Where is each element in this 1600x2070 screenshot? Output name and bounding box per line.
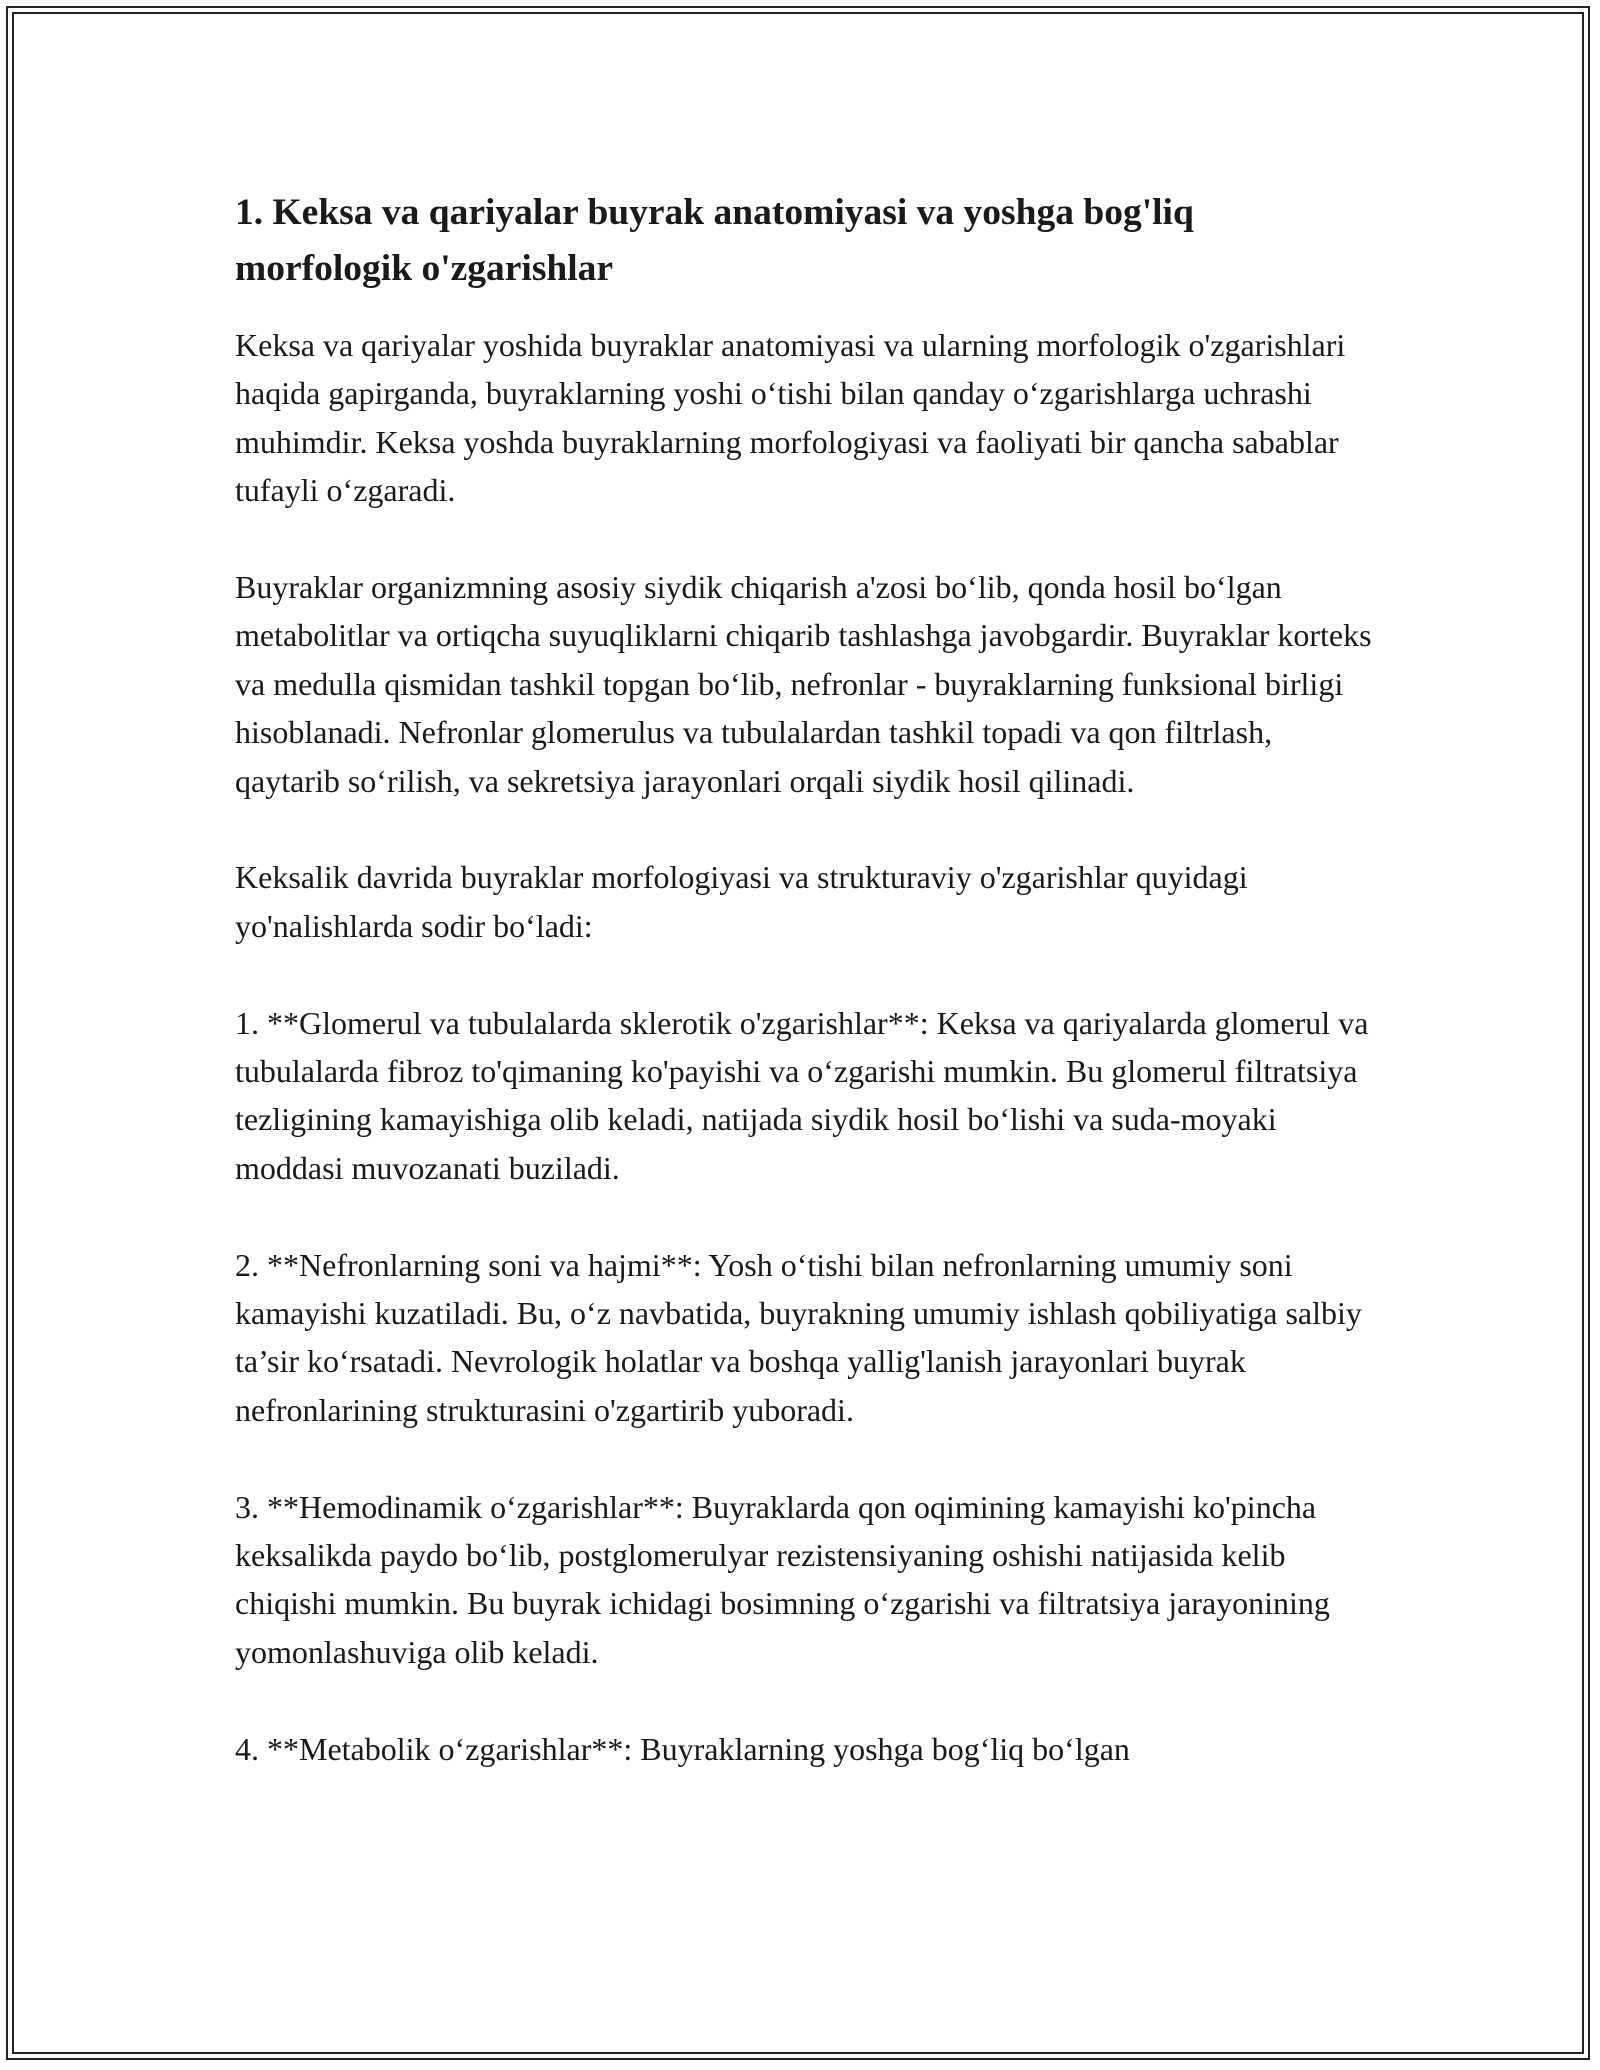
paragraph-intro: Keksa va qariyalar yoshida buyraklar anatomiyasi va ularning morfologik o'zgarishlari haqida gapirganda, buyraklarning yoshi o‘tishi bilan qanday o‘zgarishlarga uchrashi muhimdir. Keksa yoshda buyraklarning morfologiyasi va faoliyati bir qancha sabablar tufayli o‘zgaradi. — [235, 327, 1346, 509]
paragraph-changes-intro: Keksalik davrida buyraklar morfologiyasi va strukturaviy o'zgarishlar quyidagi yo'nalishlarda sodir bo‘ladi: — [235, 859, 1248, 944]
list-item-nephron-count: 2. **Nefronlarning soni va hajmi**: Yosh o‘tishi bilan nefronlarning umumiy soni kamayishi kuzatiladi. Bu, o‘z navbatida, buyrakning umumiy ishlash qobiliyatiga salbiy ta’sir ko‘rsatadi. Nevrologik holatlar va boshqa yallig'lanish jarayonlari buyrak nefronlarining strukturasini o'zgartirib yuboradi. — [235, 1246, 1362, 1428]
list-item-metabolic: 4. **Metabolik o‘zgarishlar**: Buyraklarning yoshga bog‘liq bo‘lgan — [235, 1730, 1130, 1767]
section-heading: 1. Keksa va qariyalar buyrak anatomiyasi va yoshga bog'liq morfologik o'zgarishlar — [235, 192, 1194, 289]
list-item-glomerular-sclerosis: 1. **Glomerul va tubulalarda sklerotik o'zgarishlar**: Keksa va qariyalarda glomerul va tubulalarda fibroz to'qimaning ko'payishi va o‘zgarishi mumkin. Bu glomerul filtratsiya tezligining kamayishiga olib keladi, natijada siydik hosil bo‘lishi va suda-moyaki moddasi muvozanati buziladi. — [235, 1004, 1369, 1186]
list-item-hemodynamic: 3. **Hemodinamik o‘zgarishlar**: Buyraklarda qon oqimining kamayishi ko'pincha keksalikda paydo bo‘lib, postglomerulyar rezistensiyaning oshishi natijasida kelib chiqishi mumkin. Bu buyrak ichidagi bosimning o‘zgarishi va filtratsiya jarayonining yomonlashuviga olib keladi. — [235, 1488, 1330, 1670]
paragraph-kidney-function: Buyraklar organizmning asosiy siydik chiqarish a'zosi bo‘lib, qonda hosil bo‘lgan metabolitlar va ortiqcha suyuqliklarni chiqarib tashlashga javobgardir. Buyraklar korteks va medulla qismidan tashkil topgan bo‘lib, nefronlar - buyraklarning funksional birligi hisoblanadi. Nefronlar glomerulus va tubulalardan tashkil topadi va qon filtrlash, qaytarib so‘rilish, va sekretsiya jarayonlari orqali siydik hosil qilinadi. — [235, 569, 1372, 799]
document-body — [235, 185, 1375, 1821]
